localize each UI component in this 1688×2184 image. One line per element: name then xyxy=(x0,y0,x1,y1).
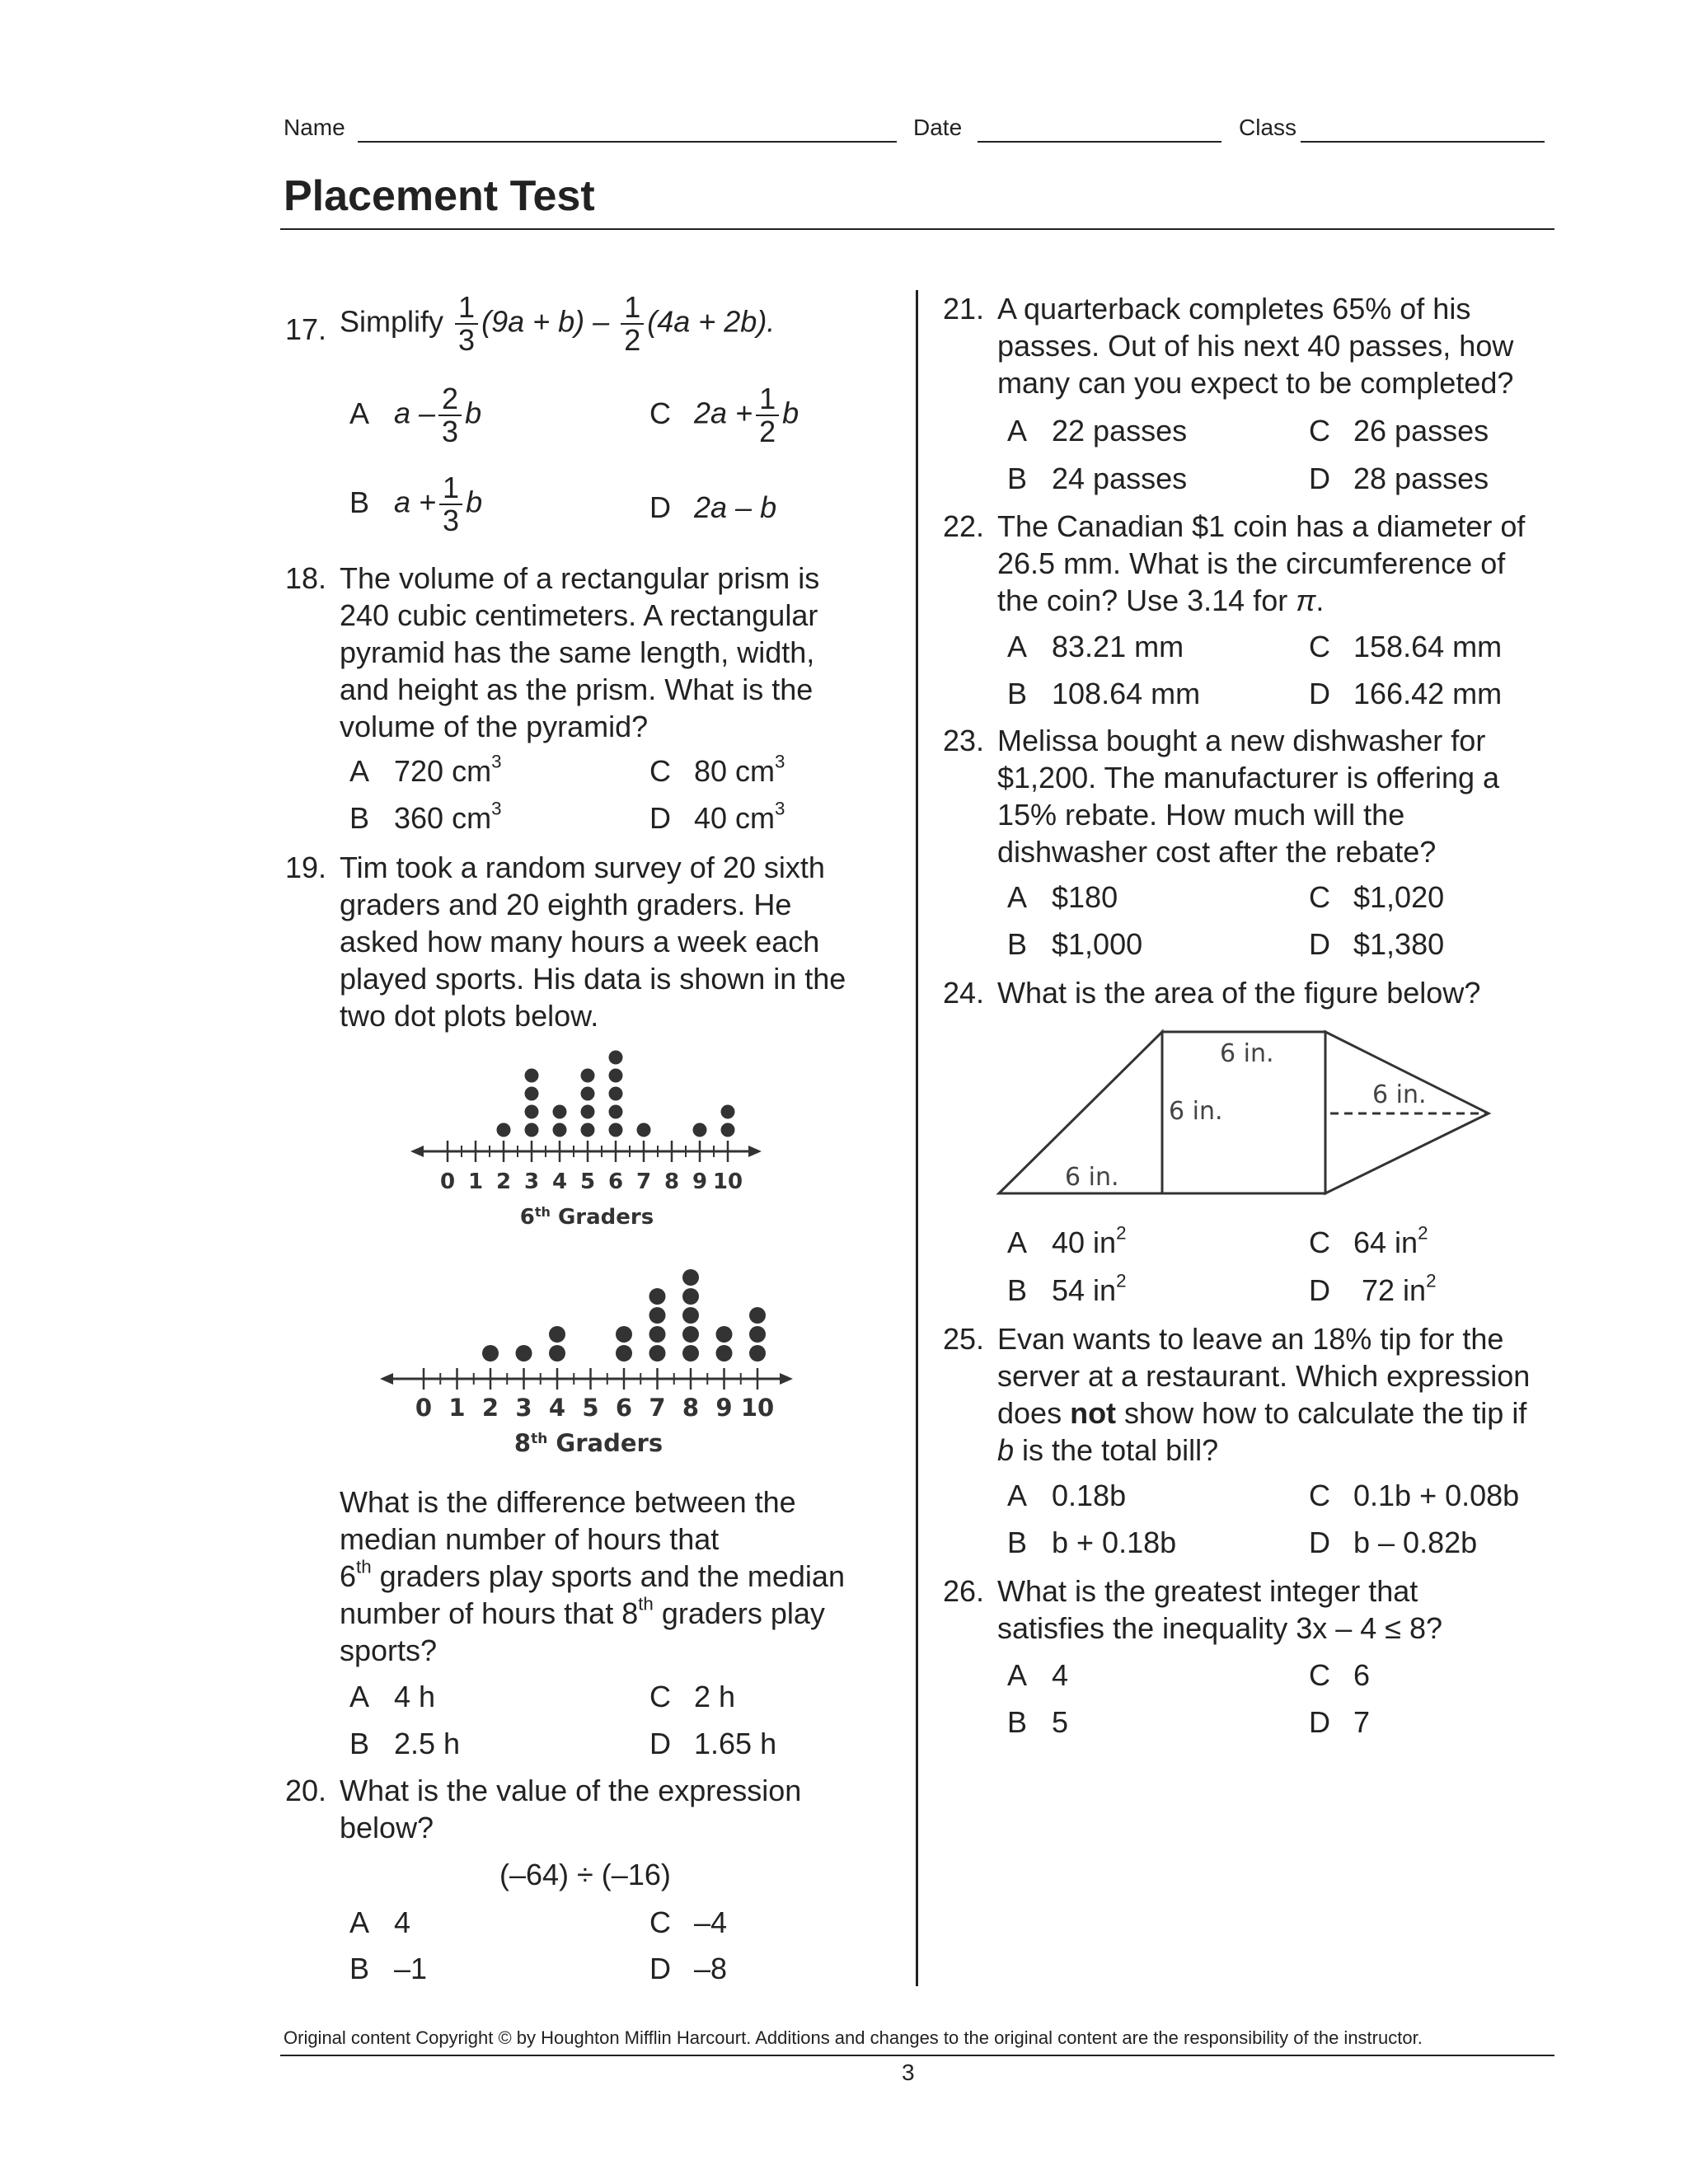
q26-stem: What is the greatest integer that satisfies the inequality 3x – 4 ≤ 8? xyxy=(997,1574,1443,1645)
tick-label: 1 xyxy=(448,1394,466,1422)
q17-option-c[interactable]: C 2a + $\frac{1}{2}$ b xyxy=(649,382,799,448)
tick-label: 5 xyxy=(579,1169,596,1194)
q20-option-b[interactable]: B –1 xyxy=(349,1952,428,1985)
class-label: Class xyxy=(1239,115,1297,140)
tick-label: 2 xyxy=(495,1169,512,1194)
q21-option-a[interactable]: A 22 passes xyxy=(1007,414,1188,448)
q21-stem: A quarterback completes 65% of his passes. Out of his next 40 passes, how many can you expect to be completed? xyxy=(997,292,1514,400)
q21-option-c[interactable]: C 26 passes xyxy=(1309,414,1489,448)
q20-option-a[interactable]: A 4 xyxy=(349,1905,411,1939)
tick-label: 3 xyxy=(515,1394,532,1422)
page-number: 3 xyxy=(902,2060,915,2085)
q17-option-a[interactable]: A a – $\frac{2}{3}$ b xyxy=(349,382,482,448)
q19-number: 19. xyxy=(284,851,326,884)
q23-option-a[interactable]: A $180 xyxy=(1007,880,1118,914)
tick-label: 0 xyxy=(439,1169,456,1194)
tick-label: 5 xyxy=(582,1394,599,1422)
q24-number: 24. xyxy=(942,976,984,1010)
q23-number: 23. xyxy=(942,724,984,757)
q24-label-right: 6 in. xyxy=(1372,1080,1427,1109)
tick-label: 6 xyxy=(607,1169,624,1194)
q18-number: 18. xyxy=(284,561,326,595)
q22-option-d[interactable]: D 166.42 mm xyxy=(1309,677,1503,710)
q25-stem: Evan wants to leave an 18% tip for the server at a restaurant. Which expression does not show how to calculate the tip if b is the total bill? xyxy=(997,1322,1531,1467)
q25-number: 25. xyxy=(942,1322,984,1356)
q19-followup: What is the difference between the median number of hours that 6th graders play sports and the median number of hours that 8th graders play sports? xyxy=(340,1485,845,1667)
q19-stem: Tim took a random survey of 20 sixth graders and 20 eighth graders. He asked how many hours a week each played sports. His data is shown in the two dot plots below. xyxy=(340,851,846,1033)
q18-option-c[interactable]: C 80 $cm^3$ xyxy=(649,751,785,788)
q17-fraction-2: $\frac{1}{2}$ xyxy=(621,292,644,356)
q22-option-c[interactable]: C 158.64 mm xyxy=(1309,630,1503,663)
q18-stem: The volume of a rectangular prism is 240 cubic centimeters. A rectangular pyramid has the same length, width, and height as the prism. What is the volume of the pyramid? xyxy=(340,561,820,743)
tick-label: 4 xyxy=(548,1394,566,1422)
tick-label: 6 xyxy=(615,1394,633,1422)
q25-option-a[interactable]: A 0.18b xyxy=(1007,1479,1127,1512)
q20-option-d[interactable]: D –8 xyxy=(649,1952,728,1985)
q20-option-c[interactable]: C –4 xyxy=(649,1905,728,1939)
q20-number: 20. xyxy=(284,1774,326,1807)
q26-number: 26. xyxy=(942,1574,984,1608)
q19-option-a[interactable]: A 4 h xyxy=(349,1680,436,1713)
q23-option-d[interactable]: D $1,380 xyxy=(1309,927,1445,961)
q24-label-left: 6 in. xyxy=(1169,1097,1223,1126)
q20-stem: What is the value of the expression below? xyxy=(340,1774,802,1844)
q21-number: 21. xyxy=(942,292,984,326)
q17-expr-1: (9a + b) – xyxy=(481,304,610,339)
q24-option-b[interactable]: B 54 $in^2$ xyxy=(1007,1270,1127,1307)
q26-option-c[interactable]: C 6 xyxy=(1309,1658,1371,1692)
q24-option-d[interactable]: D 72 $in^2$ xyxy=(1309,1270,1437,1307)
q22-stem: The Canadian $1 coin has a diameter of 26.5 mm. What is the circumference of the coin? Use 3.14 for π. xyxy=(997,509,1526,617)
tick-label: 8 xyxy=(663,1169,680,1194)
q26-option-d[interactable]: D 7 xyxy=(1309,1705,1371,1739)
q26-option-a[interactable]: A 4 xyxy=(1007,1658,1069,1692)
q17-prefix: Simplify xyxy=(340,304,444,339)
page-title: Placement Test xyxy=(284,172,595,220)
q19-option-b[interactable]: B 2.5 h xyxy=(349,1727,461,1760)
q22-option-b[interactable]: B 108.64 mm xyxy=(1007,677,1201,710)
q25-option-b[interactable]: B b + 0.18b xyxy=(1007,1526,1177,1559)
q23-stem: Melissa bought a new dishwasher for $1,200. The manufacturer is offering a 15% rebate. How much will the dishwasher cost after the rebate? xyxy=(997,724,1500,869)
tick-label: 2 xyxy=(481,1394,499,1422)
q23-option-b[interactable]: B $1,000 xyxy=(1007,927,1143,961)
copyright-note: Original content Copyright © by Houghton Mifflin Harcourt. Additions and changes to the original content are the responsibility of the instructor. xyxy=(284,2027,1423,2048)
q19-option-d[interactable]: D 1.65 h xyxy=(649,1727,777,1760)
q17-number: 17. xyxy=(284,312,326,346)
q25-option-c[interactable]: C 0.1b + 0.08b xyxy=(1309,1479,1520,1512)
q20-expression: (–64) ÷ (–16) xyxy=(499,1858,671,1891)
q17-option-b[interactable]: B a + $\frac{1}{3}$ b xyxy=(349,471,483,537)
name-label: Name xyxy=(284,115,345,140)
q21-option-d[interactable]: D 28 passes xyxy=(1309,462,1489,495)
q24-option-a[interactable]: A 40 $in^2$ xyxy=(1007,1222,1127,1259)
plot-label: 6th Graders xyxy=(519,1203,654,1230)
q23-option-c[interactable]: C $1,020 xyxy=(1309,880,1445,914)
q19-option-c[interactable]: C 2 h xyxy=(649,1680,736,1713)
q17-expr-2: (4a + 2b). xyxy=(647,304,776,339)
q24-stem: What is the area of the figure below? xyxy=(997,976,1481,1010)
q25-option-d[interactable]: D b – 0.82b xyxy=(1309,1526,1478,1559)
q22-option-a[interactable]: A 83.21 mm xyxy=(1007,630,1184,663)
q26-option-b[interactable]: B 5 xyxy=(1007,1705,1069,1739)
q24-label-base: 6 in. xyxy=(1065,1163,1119,1192)
tick-label: 9 xyxy=(692,1169,708,1194)
tick-label: 4 xyxy=(551,1169,568,1194)
q24-option-c[interactable]: C 64 $in^2$ xyxy=(1309,1222,1428,1259)
q17-option-d[interactable]: D 2a – b xyxy=(649,490,777,524)
plot-label: 8th Graders xyxy=(513,1429,663,1457)
q17-fraction-1: $\frac{1}{3}$ xyxy=(455,292,478,356)
tick-label: 10 xyxy=(740,1394,775,1422)
tick-label: 10 xyxy=(712,1169,743,1194)
footer-divider xyxy=(280,2055,1554,2056)
tick-label: 0 xyxy=(415,1394,433,1422)
tick-label: 3 xyxy=(523,1169,540,1194)
date-label: Date xyxy=(913,115,963,140)
q22-number: 22. xyxy=(942,509,984,543)
tick-label: 9 xyxy=(715,1394,733,1422)
tick-label: 7 xyxy=(649,1394,666,1422)
tick-label: 7 xyxy=(635,1169,652,1194)
tick-label: 8 xyxy=(682,1394,700,1422)
q21-option-b[interactable]: B 24 passes xyxy=(1007,462,1188,495)
q18-option-a[interactable]: A 720 $cm^3$ xyxy=(349,751,502,788)
q18-option-b[interactable]: B 360 $cm^3$ xyxy=(349,798,502,835)
tick-label: 1 xyxy=(467,1169,484,1194)
q24-label-top: 6 in. xyxy=(1220,1039,1274,1068)
q18-option-d[interactable]: D 40 $cm^3$ xyxy=(649,798,785,835)
